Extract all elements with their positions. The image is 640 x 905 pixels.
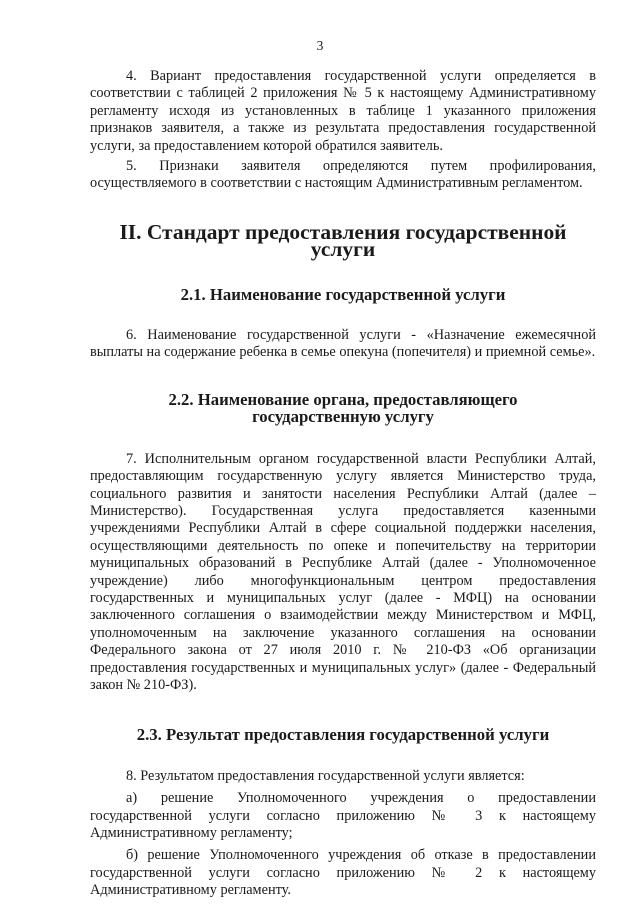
section-heading-standard: II. Стандарт предоставления государственной услуги bbox=[119, 219, 567, 262]
paragraph-4: 4. Вариант предоставления государственной услуги определяется в соответствии с таблицей 2 приложения № 5 к настоящему Административному регламенту исходя из установленных в таблице 1 указанного приложения признаков заявителя, а также из результата предоставления государственной услуги, за предоставлением которой обратился заявитель. bbox=[90, 68, 596, 154]
subsection-heading-2-3: 2.3. Результат предоставления государственной услуги bbox=[136, 725, 550, 745]
paragraph-8: 8. Результатом предоставления государственной услуги является: bbox=[126, 767, 525, 784]
subsection-heading-2-2 bbox=[90, 391, 596, 426]
paragraph-7: 7. Исполнительным органом государственной власти Республики Алтай, предоставляющим государственную услугу является Министерство труда, социального развития и занятости населения Республики Алтай (далее – Министерство). Государственная услуга предоставляется казенными учреждениями Республики Алтай в сфере социальной поддержки населения, осуществляющими деятельность по опеке и попечительству на территории муниципальных образований в Республике Алтай (далее - Уполномоченное учреждение) либо многофункциональным центром предоставления государственных и муниципальных услуг (далее - МФЦ) на основании заключенного соглашения о взаимодействии между Министерством и МФЦ, уполномоченным на заключение указанного соглашения на основании Федерального закона от 27 июля 2010 г. № 210-ФЗ «Об организации предоставления государственных и муниципальных услуг» (далее - Федеральный закон № 210-ФЗ). bbox=[90, 450, 596, 693]
page-number: 3 bbox=[316, 38, 324, 53]
document-body bbox=[90, 68, 596, 900]
paragraph-8b: б) решение Уполномоченного учреждения об отказе в предоставлении государственной услуги согласно приложению № 2 к настоящему Административному регламенту. bbox=[90, 847, 596, 899]
subsection-heading-2-2-line1: 2.2. Наименование органа, предоставляющего bbox=[168, 389, 518, 409]
paragraph-8a: а) решение Уполномоченного учреждения о предоставлении государственной услуги согласно приложению № 3 к настоящему Административному регламенту; bbox=[90, 790, 596, 841]
paragraph-5: 5. Признаки заявителя определяются путем профилирования, осуществляемого в соответствии с настоящим Административным регламентом. bbox=[90, 158, 596, 192]
paragraph-6: 6. Наименование государственной услуги - «Назначение ежемесячной выплаты на содержание ребенка в семье опекуна (попечителя) и приемной семье». bbox=[90, 327, 596, 361]
subsection-heading-2-1: 2.1. Наименование государственной услуги bbox=[180, 284, 506, 304]
subsection-heading-2-2-line2: государственную услугу bbox=[252, 407, 434, 427]
